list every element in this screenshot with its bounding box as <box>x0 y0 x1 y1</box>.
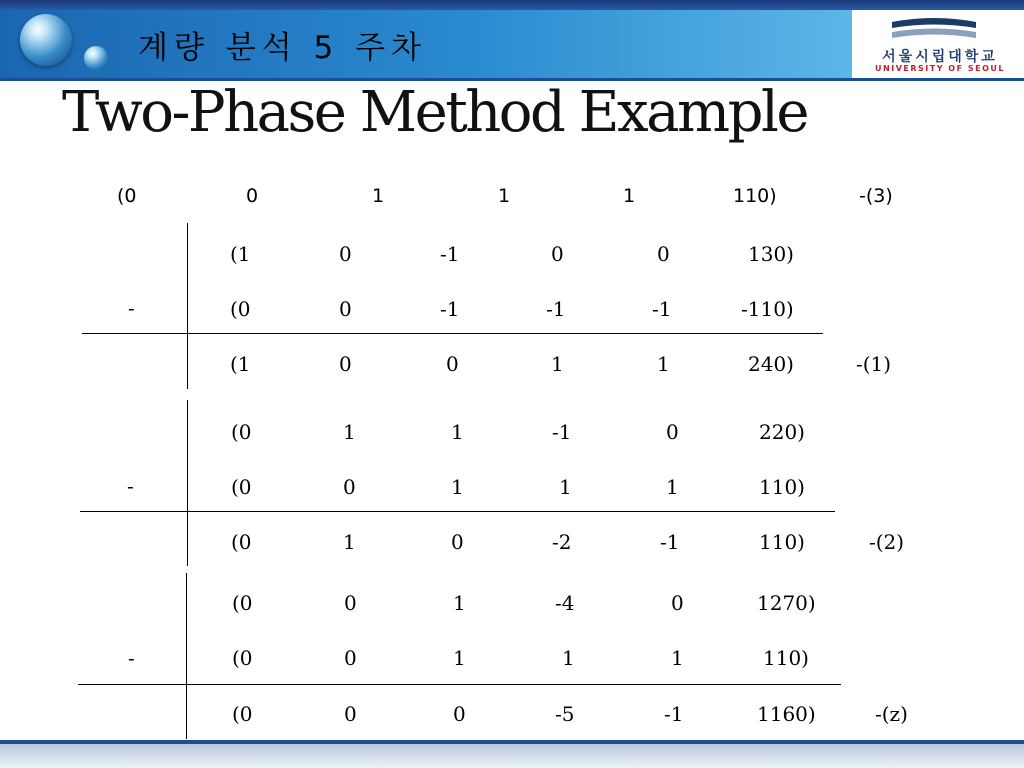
block-1-vertical-rule <box>187 223 188 389</box>
block-1-row-2-cell: -110) <box>741 297 794 321</box>
block-2-row-1-cell: 1 <box>343 420 356 444</box>
block-2-row-2-cell: 1 <box>559 475 572 499</box>
top-row-cell: 110) <box>733 185 777 207</box>
block-1-row-2-cell: (0 <box>230 297 251 321</box>
top-row-cell: (0 <box>117 185 137 207</box>
top-row-cell: 1 <box>498 185 511 207</box>
block-1-row-2-cell: 0 <box>339 297 352 321</box>
block-2-row-2-cell: 110) <box>759 475 805 499</box>
block-1-row-2-cell: -1 <box>546 297 566 321</box>
block-2-row-3-cell: -1 <box>660 530 680 554</box>
block-3-row-2-cell: 0 <box>344 646 357 670</box>
block-1-row-2-cell: -1 <box>440 297 460 321</box>
block-1-row-1-cell: 0 <box>657 242 670 266</box>
slide-title: Two-Phase Method Example <box>62 80 807 145</box>
block-3-horizontal-rule <box>78 684 841 685</box>
block-1-row-1-cell: (1 <box>230 242 251 266</box>
block-2-horizontal-rule <box>80 511 835 512</box>
block-1-row-3-cell: 240) <box>748 352 794 376</box>
block-2-row-1-cell: 220) <box>759 420 805 444</box>
block-2-result-label: -(2) <box>869 530 905 554</box>
top-row-cell: 1 <box>372 185 385 207</box>
block-2-row-3-cell: 110) <box>759 530 805 554</box>
block-1-row-3-cell: 0 <box>446 352 459 376</box>
block-3-row-3-cell: -5 <box>555 702 575 726</box>
block-1-row-2-cell: -1 <box>652 297 672 321</box>
block-3-row-2-cell: 1 <box>453 646 466 670</box>
block-2-minus-sign: - <box>127 474 134 498</box>
top-accent-bar <box>0 0 1024 10</box>
block-1-result-label: -(1) <box>856 352 892 376</box>
footer-band <box>0 744 1024 768</box>
block-1-row-3-cell: (1 <box>230 352 251 376</box>
block-1-row-3-cell: 0 <box>339 352 352 376</box>
block-3-row-1-cell: 1 <box>453 591 466 615</box>
block-1-row-1-cell: -1 <box>440 242 460 266</box>
block-2-row-2-cell: 0 <box>343 475 356 499</box>
block-1-row-1-cell: 0 <box>339 242 352 266</box>
block-2-row-3-cell: 1 <box>343 530 356 554</box>
block-3-row-3-cell: 0 <box>344 702 357 726</box>
block-2-row-1-cell: (0 <box>231 420 252 444</box>
block-2-row-2-cell: (0 <box>231 475 252 499</box>
block-3-row-1-cell: 0 <box>344 591 357 615</box>
block-1-horizontal-rule <box>82 333 823 334</box>
logo-english-text: UNIVERSITY OF SEOUL <box>875 64 1005 73</box>
block-2-row-2-cell: 1 <box>666 475 679 499</box>
block-3-result-label: -(z) <box>875 702 908 726</box>
block-3-row-3-cell: (0 <box>232 702 253 726</box>
block-2-vertical-rule <box>187 400 188 566</box>
block-3-row-1-cell: (0 <box>232 591 253 615</box>
block-3-row-1-cell: -4 <box>555 591 575 615</box>
block-3-row-3-cell: -1 <box>664 702 684 726</box>
block-3-vertical-rule <box>186 573 187 739</box>
top-row-cell: 1 <box>623 185 636 207</box>
top-row-cell: 0 <box>246 185 259 207</box>
block-2-row-3-cell: 0 <box>451 530 464 554</box>
block-3-row-2-cell: 110) <box>763 646 809 670</box>
block-1-row-3-cell: 1 <box>551 352 564 376</box>
university-logo <box>856 10 1024 78</box>
logo-korean-text: 서울시립대학교 <box>882 49 998 65</box>
block-3-row-1-cell: 1270) <box>757 591 816 615</box>
top-row-label: -(3) <box>859 185 893 207</box>
course-title: 계량 분석 5 주차 <box>138 30 427 66</box>
block-2-row-1-cell: 1 <box>451 420 464 444</box>
block-3-row-2-cell: 1 <box>671 646 684 670</box>
block-3-row-3-cell: 0 <box>453 702 466 726</box>
block-1-row-1-cell: 0 <box>551 242 564 266</box>
university-emblem-icon <box>888 16 980 46</box>
block-3-row-1-cell: 0 <box>671 591 684 615</box>
block-2-row-3-cell: -2 <box>552 530 572 554</box>
block-2-row-2-cell: 1 <box>451 475 464 499</box>
block-1-minus-sign: - <box>128 296 135 320</box>
block-3-row-3-cell: 1160) <box>757 702 816 726</box>
block-3-minus-sign: - <box>128 646 135 670</box>
block-2-row-1-cell: 0 <box>666 420 679 444</box>
block-3-row-2-cell: 1 <box>562 646 575 670</box>
block-2-row-3-cell: (0 <box>231 530 252 554</box>
block-3-row-2-cell: (0 <box>232 646 253 670</box>
block-1-row-1-cell: 130) <box>748 242 794 266</box>
block-2-row-1-cell: -1 <box>552 420 572 444</box>
globe-icon <box>20 14 72 66</box>
block-1-row-3-cell: 1 <box>657 352 670 376</box>
small-globe-icon <box>84 46 108 70</box>
